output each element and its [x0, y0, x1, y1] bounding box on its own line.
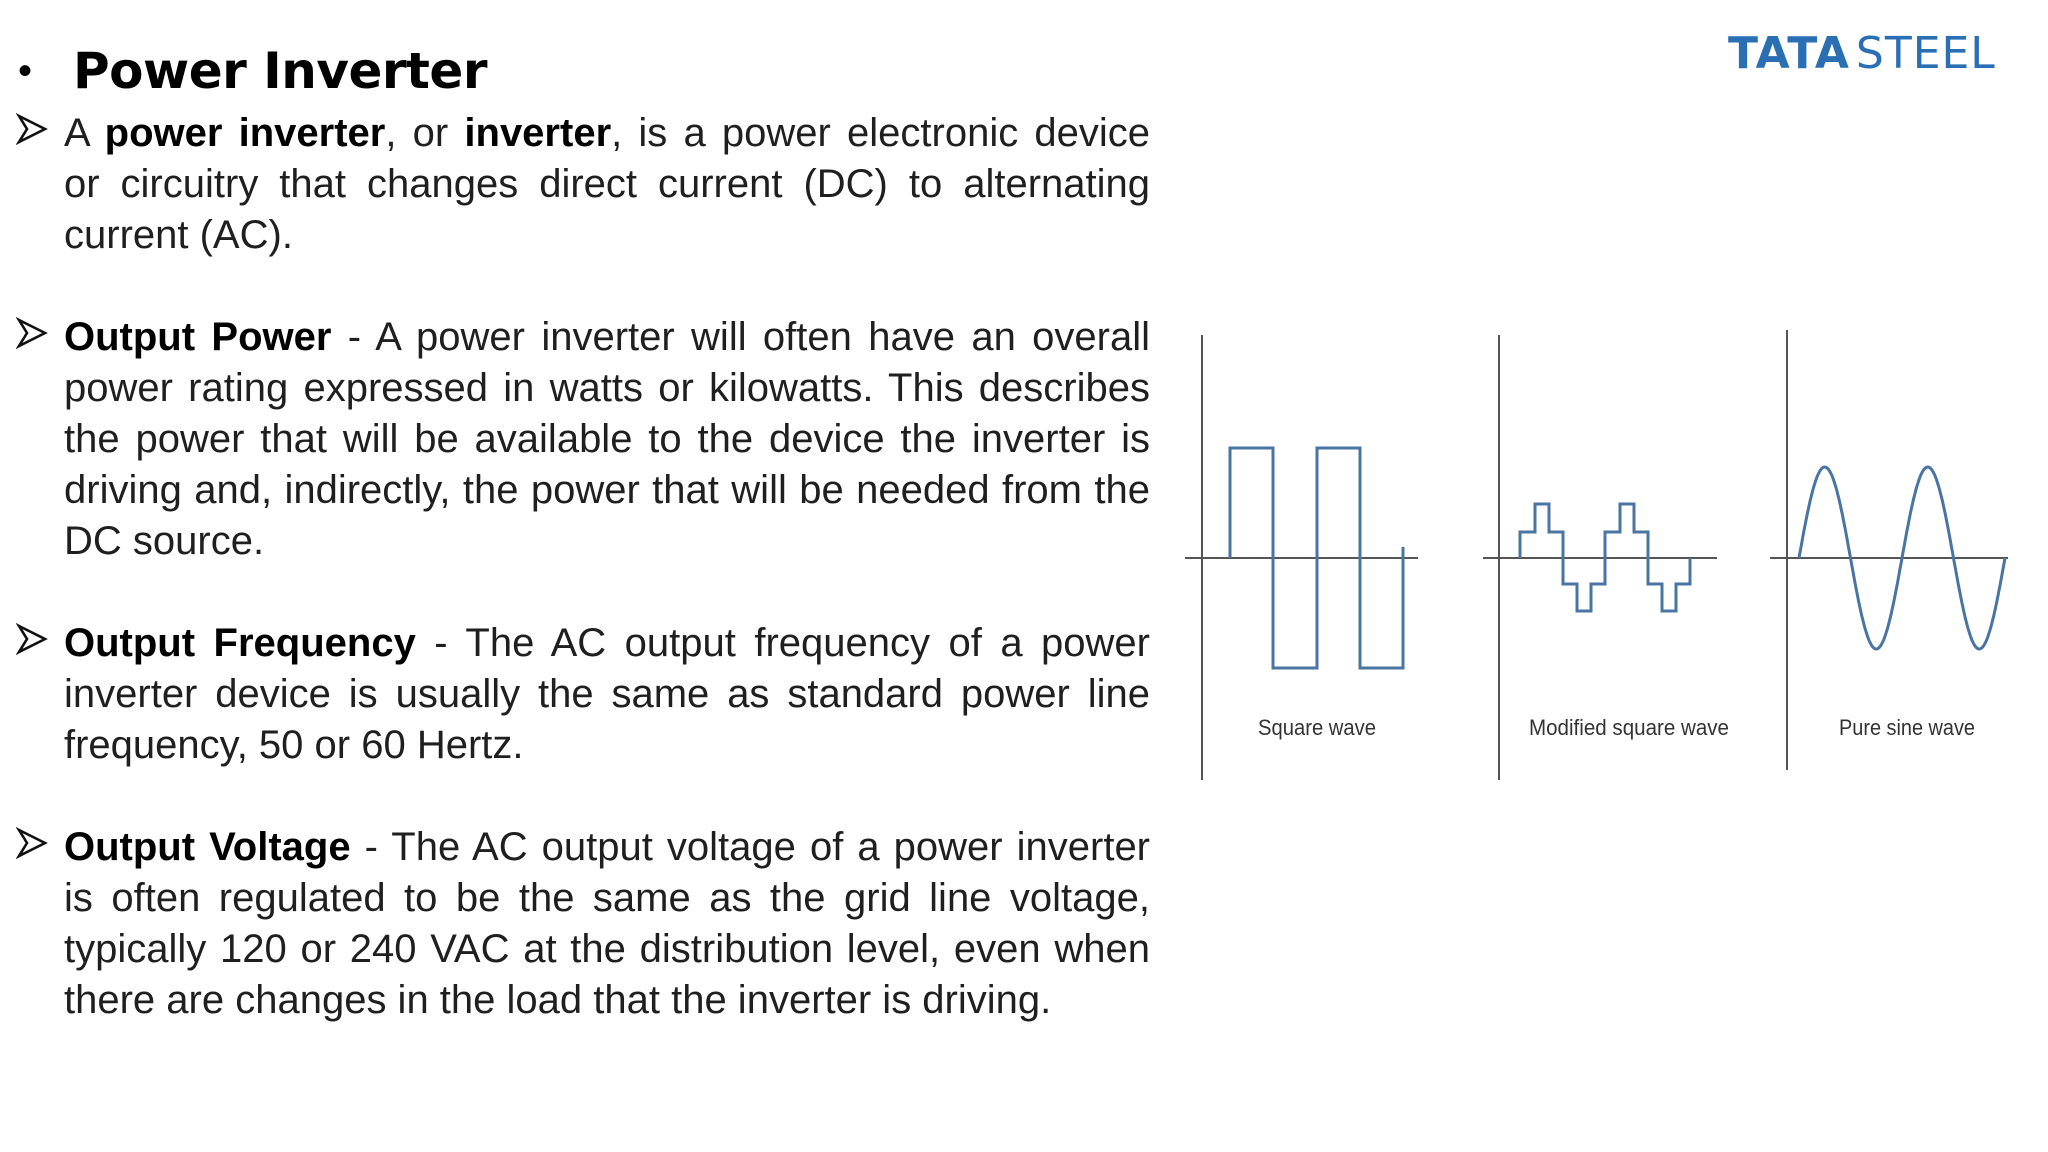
- list-item-output-frequency: [16, 618, 1150, 771]
- keyword-inverter: inverter: [464, 111, 612, 155]
- modified-square-wave-label: Modified square wave: [1529, 715, 1729, 740]
- list-item-output-voltage: [16, 822, 1150, 1026]
- text-run: , is a power electronic device or circuitry that changes direct current (DC) to alternating current (AC).: [64, 111, 1151, 257]
- list-item-definition: [16, 108, 1150, 261]
- list-item-output-power: [16, 312, 1150, 567]
- text-run: - A power inverter will often have an overall power rating expressed in watts or kilowatts. This describes the power that will be available to the device the inverter is driving and, indirectly, the power that will be needed from the DC source.: [64, 315, 1150, 563]
- square-wave-panel: [1185, 335, 1418, 780]
- heading-bullet: •: [18, 48, 33, 93]
- slide-heading: [18, 42, 487, 100]
- paragraph-output-voltage: [64, 822, 1150, 1026]
- slide-title: Power Inverter: [73, 42, 487, 100]
- bullet-list: [16, 108, 1150, 1077]
- arrow-bullet-icon: [16, 113, 48, 145]
- waveform-diagram: [1180, 325, 2020, 785]
- logo-suffix: STEEL: [1855, 28, 1996, 79]
- square-wave-label: Square wave: [1258, 715, 1376, 740]
- text-run: - The AC output frequency of a power inverter device is usually the same as standard power line frequency, 50 or 60 Hertz.: [64, 621, 1151, 767]
- logo-brand: TATA: [1728, 28, 1850, 79]
- modified-square-wave-panel: [1483, 335, 1729, 780]
- keyword-output-power: Output Power: [64, 315, 332, 359]
- arrow-bullet-icon: [16, 827, 48, 859]
- waveform-figure: [1180, 325, 2020, 785]
- text-run: A: [64, 111, 105, 155]
- keyword-power-inverter: power inverter: [104, 111, 386, 155]
- arrow-bullet-icon: [16, 317, 48, 349]
- tata-steel-logo: [1728, 28, 1996, 79]
- pure-sine-wave-label: Pure sine wave: [1839, 715, 1975, 740]
- pure-sine-wave-panel: [1770, 330, 2008, 770]
- text-run: - The AC output voltage of a power inverter is often regulated to be the same as the grid line voltage, typically 120 or 240 VAC at the distribution level, even when there are changes in the load that the inverter is driving.: [64, 825, 1151, 1022]
- paragraph-output-power: [64, 312, 1150, 567]
- paragraph-definition: [64, 108, 1150, 261]
- keyword-output-voltage: Output Voltage: [64, 825, 351, 869]
- keyword-output-frequency: Output Frequency: [64, 621, 416, 665]
- paragraph-output-frequency: [64, 618, 1150, 771]
- arrow-bullet-icon: [16, 623, 48, 655]
- text-run: , or: [385, 111, 465, 155]
